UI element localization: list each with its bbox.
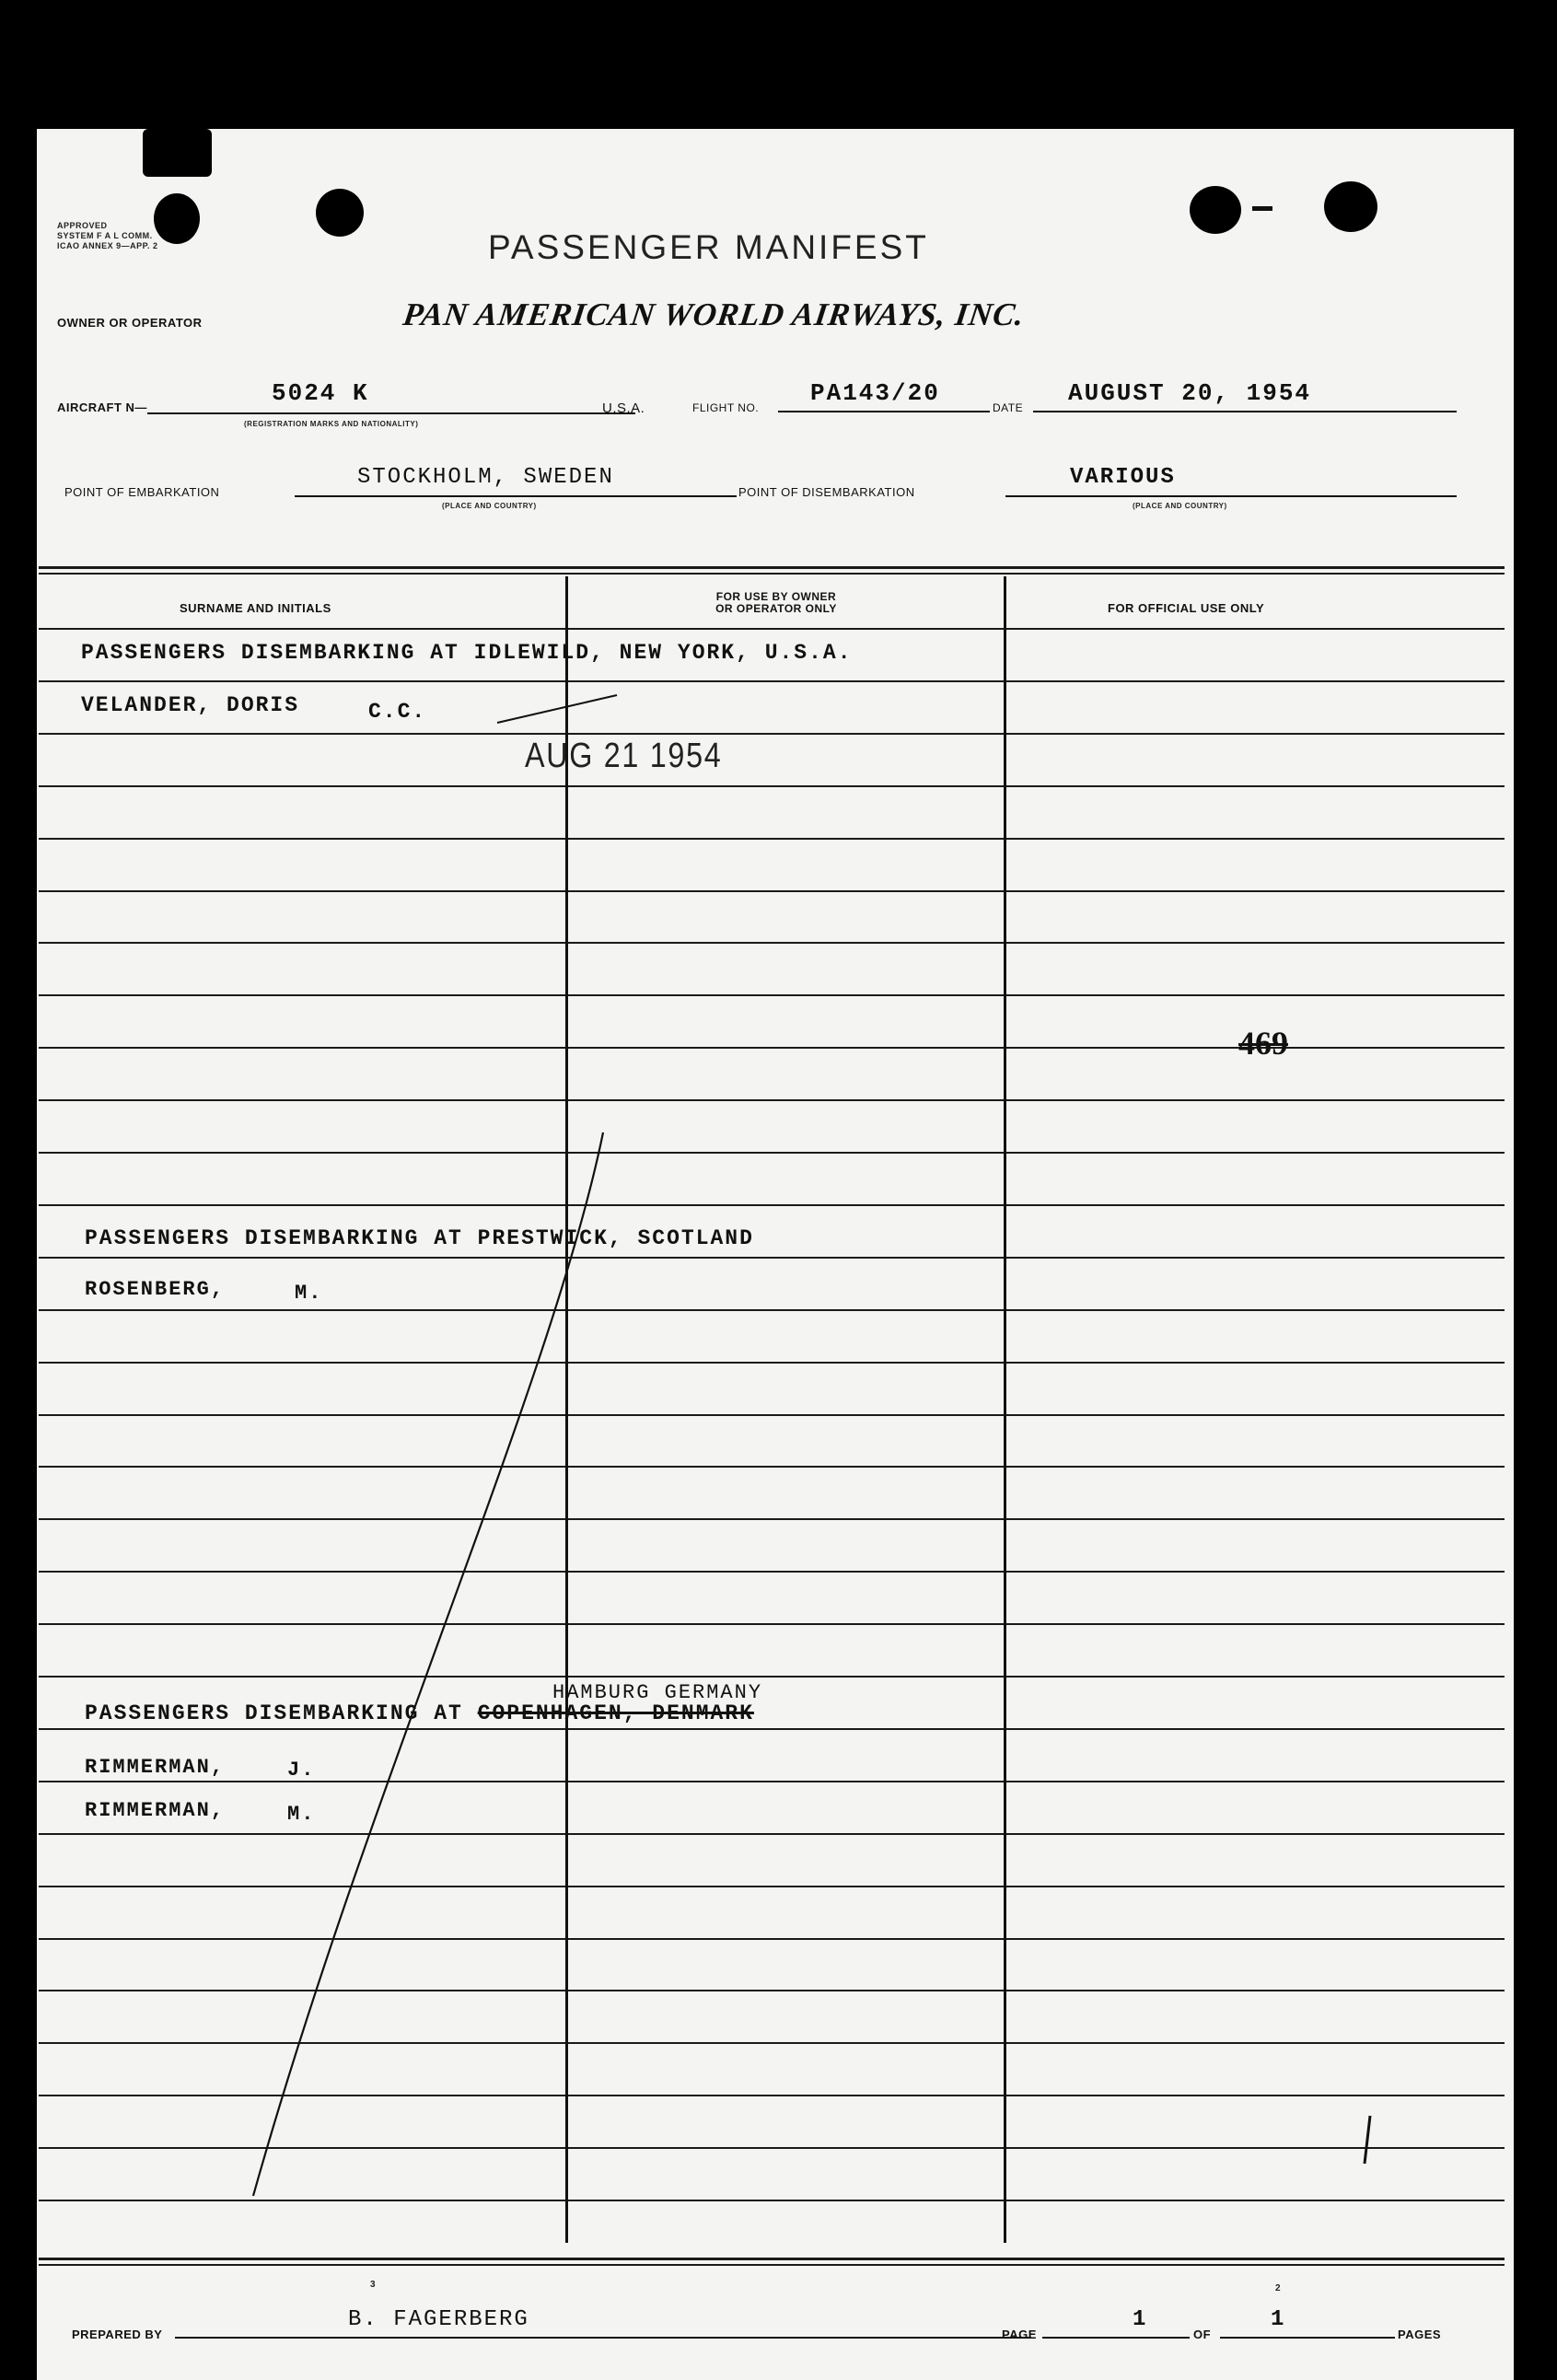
of-label: OF — [1193, 2328, 1212, 2341]
pen-stroke — [497, 695, 617, 723]
footer-rule — [39, 2258, 1505, 2260]
embark-value: STOCKHOLM, SWEDEN — [357, 465, 614, 490]
owner-name: PAN AMERICAN WORLD AIRWAYS, INC. — [401, 296, 1028, 332]
page-label: PAGE — [1002, 2328, 1037, 2341]
aircraft-value: 5024 K — [272, 379, 369, 407]
passenger-name: RIMMERMAN, — [85, 1799, 226, 1822]
owner-label: OWNER OR OPERATOR — [57, 316, 203, 330]
footer-rule — [39, 2264, 1505, 2266]
passenger-initials: M. — [295, 1282, 323, 1305]
passenger-name: ROSENBERG, — [85, 1278, 226, 1301]
approval-line: ICAO ANNEX 9—APP. 2 — [57, 241, 158, 250]
pages-label: PAGES — [1398, 2328, 1442, 2341]
embark-caption: (PLACE AND COUNTRY) — [442, 502, 537, 510]
passenger-name: VELANDER, DORIS — [81, 693, 300, 717]
passenger-initials: M. — [287, 1803, 316, 1826]
approval-line: SYSTEM F A L COMM. — [57, 231, 153, 240]
usa-label: U.S.A. — [602, 401, 645, 416]
page-title: PASSENGER MANIFEST — [488, 228, 929, 266]
flight-date: AUGUST 20, 1954 — [1068, 379, 1312, 407]
col-surname-header: SURNAME AND INITIALS — [180, 601, 331, 615]
flight-number: PA143/20 — [810, 379, 940, 407]
pen-stroke — [253, 1132, 603, 2196]
aircraft-label: AIRCRAFT N— — [57, 401, 147, 414]
manifest-sheet — [37, 129, 1514, 2380]
page-total: 1 — [1271, 2307, 1286, 2332]
approval-line: APPROVED — [57, 221, 108, 230]
group2-heading: PASSENGERS DISEMBARKING AT PRESTWICK, SCOTLAND — [85, 1226, 754, 1250]
margin-mark: 2 — [1275, 2283, 1282, 2293]
passenger-name: RIMMERMAN, — [85, 1756, 226, 1779]
flight-label: FLIGHT NO. — [692, 401, 760, 414]
page-number: 1 — [1133, 2307, 1148, 2332]
disembark-caption: (PLACE AND COUNTRY) — [1133, 502, 1227, 510]
page-underline — [1042, 2337, 1190, 2339]
date-label: DATE — [993, 401, 1024, 414]
disembark-label: POINT OF DISEMBARKATION — [738, 485, 915, 499]
arrival-stamp: AUG 21 1954 — [525, 737, 723, 775]
pen-stroke — [1365, 2116, 1370, 2164]
prepared-by: B. FAGERBERG — [348, 2307, 529, 2332]
col-official-header: FOR OFFICIAL USE ONLY — [1108, 601, 1265, 615]
col-owner-header-line: OR OPERATOR ONLY — [715, 602, 837, 615]
group3-heading-text: PASSENGERS DISEMBARKING AT — [85, 1701, 463, 1725]
passenger-initials: J. — [287, 1759, 316, 1782]
handwritten-strokes — [37, 129, 1514, 2380]
prepared-label: PREPARED BY — [72, 2328, 163, 2341]
passenger-initials: C.C. — [368, 700, 427, 724]
group3-struck-destination: COPENHAGEN, DENMARK — [477, 1701, 754, 1725]
aircraft-caption: (REGISTRATION MARKS AND NATIONALITY) — [244, 420, 419, 428]
group3-correction: HAMBURG GERMANY — [552, 1681, 763, 1704]
official-mark: 469 — [1238, 1025, 1288, 1062]
col-owner-header-line: FOR USE BY OWNER — [715, 590, 837, 603]
prepared-underline — [175, 2337, 1031, 2339]
embark-label: POINT OF EMBARKATION — [64, 485, 220, 499]
pages-underline — [1220, 2337, 1395, 2339]
group1-heading: PASSENGERS DISEMBARKING AT IDLEWILD, NEW YORK, U.S.A. — [81, 641, 853, 665]
disembark-value: VARIOUS — [1070, 465, 1176, 490]
margin-mark: 3 — [370, 2280, 377, 2290]
